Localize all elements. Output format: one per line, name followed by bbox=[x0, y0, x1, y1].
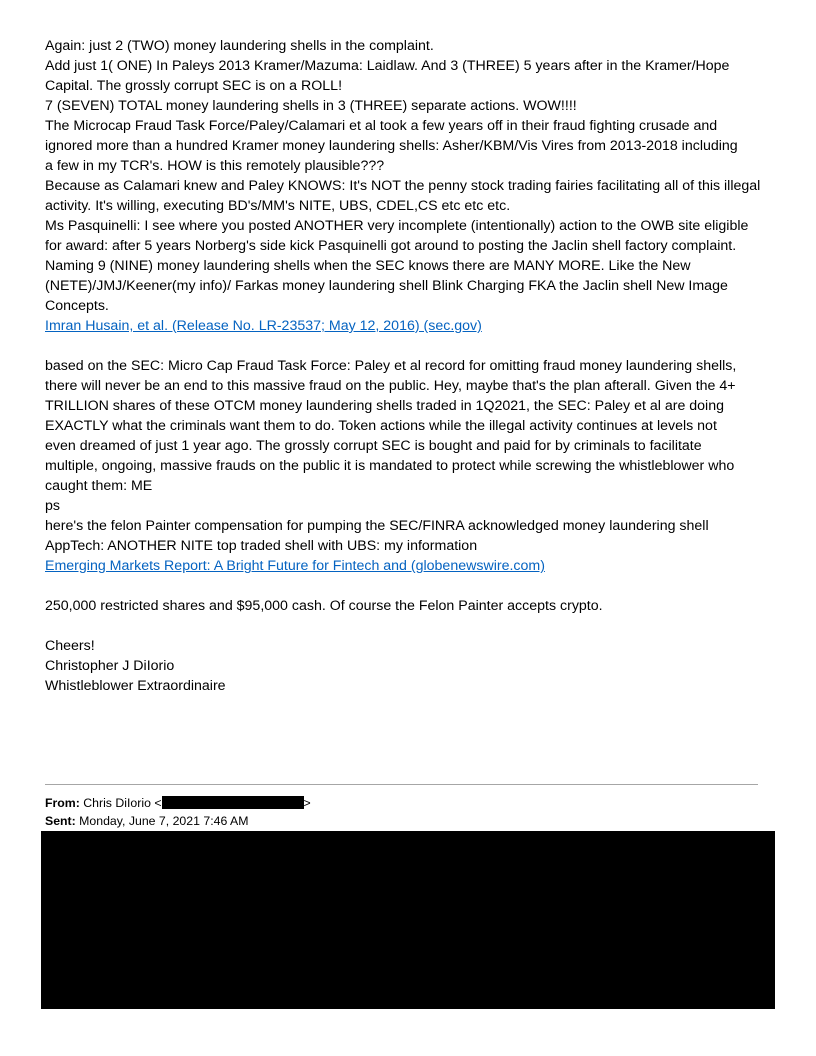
from-close: > bbox=[303, 796, 311, 810]
body-line: for award: after 5 years Norberg's side kick Pasquinelli got around to posting the Jaclin shell factory complaint. bbox=[45, 238, 737, 254]
body-line: Add just 1( ONE) In Paleys 2013 Kramer/Mazuma: Laidlaw. And 3 (THREE) 5 years after in the Kramer/Hope bbox=[45, 58, 730, 74]
from-value: Chris DiIorio < bbox=[83, 796, 162, 810]
body-line: even dreamed of just 1 year ago. The grossly corrupt SEC is bought and paid for by criminals to facilitate bbox=[45, 438, 702, 454]
globenewswire-link[interactable]: Emerging Markets Report: A Bright Future for Fintech and (globenewswire.com) bbox=[45, 558, 545, 574]
compensation-line: 250,000 restricted shares and $95,000 cash. Of course the Felon Painter accepts crypto. bbox=[45, 598, 603, 614]
sec-release-link[interactable]: Imran Husain, et al. (Release No. LR-23537; May 12, 2016) (sec.gov) bbox=[45, 318, 482, 334]
body-line: here's the felon Painter compensation for pumping the SEC/FINRA acknowledged money laundering shell bbox=[45, 518, 709, 534]
body-line: there will never be an end to this massive fraud on the public. Hey, maybe that's the plan afterall. Given the 4+ bbox=[45, 378, 736, 394]
body-line: caught them: ME bbox=[45, 478, 153, 494]
body-line: EXACTLY what the criminals want them to do. Token actions while the illegal activity continues at levels not bbox=[45, 418, 717, 434]
signoff-title: Whistleblower Extraordinaire bbox=[45, 678, 226, 694]
signoff-greeting: Cheers! bbox=[45, 638, 95, 654]
forwarded-header bbox=[45, 794, 311, 830]
body-line: Again: just 2 (TWO) money laundering shells in the complaint. bbox=[45, 38, 434, 54]
body-line: a few in my TCR's. HOW is this remotely plausible??? bbox=[45, 158, 385, 174]
body-line: based on the SEC: Micro Cap Fraud Task Force: Paley et al record for omitting fraud money laundering shells, bbox=[45, 358, 737, 374]
body-line: Ms Pasquinelli: I see where you posted ANOTHER very incomplete (intentionally) action to the OWB site eligible bbox=[45, 218, 749, 234]
sent-label: Sent: bbox=[45, 814, 76, 828]
body-line: activity. It's willing, executing BD's/MM's NITE, UBS, CDEL,CS etc etc etc. bbox=[45, 198, 511, 214]
body-line: ps bbox=[45, 498, 60, 514]
body-line: Because as Calamari knew and Paley KNOWS: It's NOT the penny stock trading fairies facilitating all of this illegal bbox=[45, 178, 761, 194]
body-line: multiple, ongoing, massive frauds on the public it is mandated to protect while screwing the whistleblower who bbox=[45, 458, 735, 474]
header-divider bbox=[45, 784, 758, 785]
body-line: ignored more than a hundred Kramer money laundering shells: Asher/KBM/Vis Vires from 2013-2018 including bbox=[45, 138, 738, 154]
redacted-block bbox=[41, 831, 775, 1009]
body-line: Capital. The grossly corrupt SEC is on a ROLL! bbox=[45, 78, 343, 94]
signoff-name: Christopher J DiIorio bbox=[45, 658, 175, 674]
body-line: AppTech: ANOTHER NITE top traded shell with UBS: my information bbox=[45, 538, 478, 554]
body-line: The Microcap Fraud Task Force/Paley/Calamari et al took a few years off in their fraud fighting crusade and bbox=[45, 118, 718, 134]
email-body bbox=[45, 36, 775, 696]
body-line: Naming 9 (NINE) money laundering shells when the SEC knows there are MANY MORE. Like the New bbox=[45, 258, 691, 274]
body-line: 7 (SEVEN) TOTAL money laundering shells in 3 (THREE) separate actions. WOW!!!! bbox=[45, 98, 577, 114]
body-line: TRILLION shares of these OTCM money laundering shells traded in 1Q2021, the SEC: Paley et al are doing bbox=[45, 398, 724, 414]
body-line: (NETE)/JMJ/Keener(my info)/ Farkas money laundering shell Blink Charging FKA the Jaclin shell New Image bbox=[45, 278, 728, 294]
sent-value: Monday, June 7, 2021 7:46 AM bbox=[79, 814, 249, 828]
body-line: Concepts. bbox=[45, 298, 109, 314]
redacted-email bbox=[162, 796, 304, 809]
from-label: From: bbox=[45, 796, 80, 810]
